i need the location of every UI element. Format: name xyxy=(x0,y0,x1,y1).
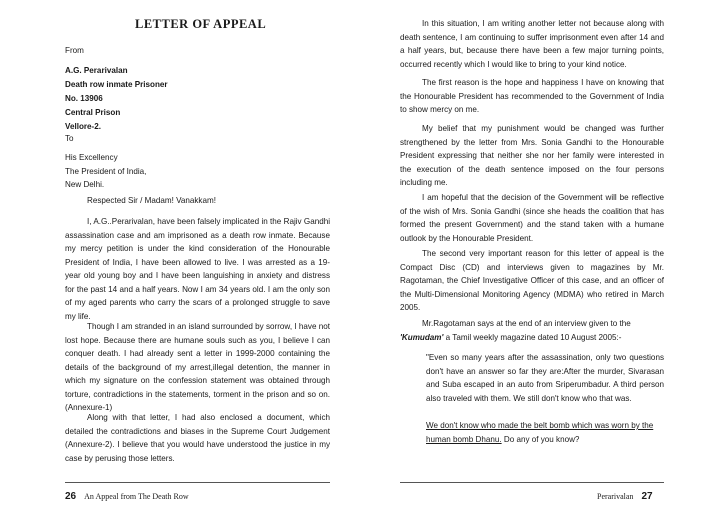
right-paragraph-3: My belief that my punishment would be changed was further strengthened by the letter from Mrs. Sonia Gandhi to the Honourable President expressing that neither she nor her family were interested in the execution of the death sentence imposed on the four persons including me. xyxy=(400,124,664,187)
left-paragraph-3: Along with that letter, I had also enclosed a document, which detailed the contradictions and biases in the Supreme Court Judgement (Annexure-2). I believe that you would have understood the justice in my case by perusing those letters. xyxy=(65,413,330,463)
magazine-detail: a Tamil weekly magazine dated 10 August 2005:- xyxy=(443,332,622,342)
left-running-title: An Appeal from The Death Row xyxy=(84,492,189,501)
magazine-name: 'Kumudam' xyxy=(400,332,444,342)
to-label: To xyxy=(65,134,74,143)
left-page-number: 26 xyxy=(65,491,77,502)
right-paragraph-5: The second very important reason for this letter of appeal is the Compact Disc (CD) and interviews given to magazines by Mr. Ragotaman, the Chief Investigative Officer of this case, and an officer of the Multi-Dimensional Monitoring Agency (MDMA) who retired in March 2005. xyxy=(400,249,664,312)
quote-paragraph-1: "Even so many years after the assassination, only two questions don't have an answer so far they are:After the murder, Sivarasan and Suba escaped in an auto from Sriperumbadur. A third person also traveled with them. We still don't know who that was. xyxy=(426,353,664,403)
right-running-title: Perarivalan xyxy=(597,492,634,501)
left-footer xyxy=(65,491,189,502)
right-paragraph-2: The first reason is the hope and happiness I have on knowing that the Honourable President has recommended to the Government of India to show mercy on me. xyxy=(400,78,664,114)
letter-title: LETTER OF APPEAL xyxy=(135,17,267,31)
sender-name: A.G. Perarivalan xyxy=(65,66,128,75)
right-footer xyxy=(597,491,653,502)
recipient-line-3: New Delhi. xyxy=(65,180,105,189)
interview-source xyxy=(400,331,664,345)
interview-intro: Mr.Ragotaman says at the end of an interview given to the xyxy=(422,319,631,328)
sender-status: Death row inmate Prisoner xyxy=(65,80,168,89)
left-paragraph-2: Though I am stranded in an island surrounded by sorrow, I have not lost hope. Because there are humane souls such as you, I believe I can conquer death. I had already sent a letter in 1999-2000 containing the details of the background of my arrest,illegal detention, the manner in which my signature on the confession statement was obtained through torture, contradictions in the statements, torment in the prison and so on. (Annexure-1) xyxy=(65,322,330,412)
salutation: Respected Sir / Madam! Vanakkam! xyxy=(87,196,216,205)
sender-number: No. 13906 xyxy=(65,94,103,103)
left-footer-rule xyxy=(65,482,330,483)
sender-city: Vellore-2. xyxy=(65,122,101,131)
quote-underlined: We don't know who made the belt bomb which was worn by the human bomb Dhanu. xyxy=(426,421,654,444)
quote-question: Do any of you know? xyxy=(501,434,580,444)
right-footer-rule xyxy=(400,482,664,483)
right-paragraph-1: In this situation, I am writing another letter not because along with death sentence, I am continuing to suffer imprisonment even after 14 and a half years, but, because there have been a few major turning points, occurred recently which I would like to bring to your kind notice. xyxy=(400,19,664,69)
sender-block xyxy=(65,64,265,134)
left-paragraph-1: I, A.G..Perarivalan, have been falsely implicated in the Rajiv Gandhi assassination case and am imprisoned as a death row inmate. Because my mercy petition is under the kind consideration of the Honourable President of India, I have been allowed to live. I was arrested as a 19-year old young boy and I have been languishing in anxiety and distress for the past 14 and a half years. Now I am 34 years old. I am the only son of my aged parents who carry the scars of a prolonged struggle to save my life. xyxy=(65,217,330,321)
sender-prison: Central Prison xyxy=(65,108,121,117)
right-paragraph-4: I am hopeful that the decision of the Government will be reflective of the wish of Mrs. Sonia Gandhi (since she heads the coalition that has formed the present Government) and the stand taken with a humane outlook by the Honourable President. xyxy=(400,193,664,243)
from-label: From xyxy=(65,46,84,55)
recipient-block xyxy=(65,151,265,192)
right-paragraph-6 xyxy=(400,317,664,344)
quote-paragraph-2 xyxy=(400,419,664,446)
recipient-line-2: The President of India, xyxy=(65,166,147,176)
recipient-line-1: His Excellency xyxy=(65,153,118,162)
right-page-number: 27 xyxy=(641,491,653,502)
